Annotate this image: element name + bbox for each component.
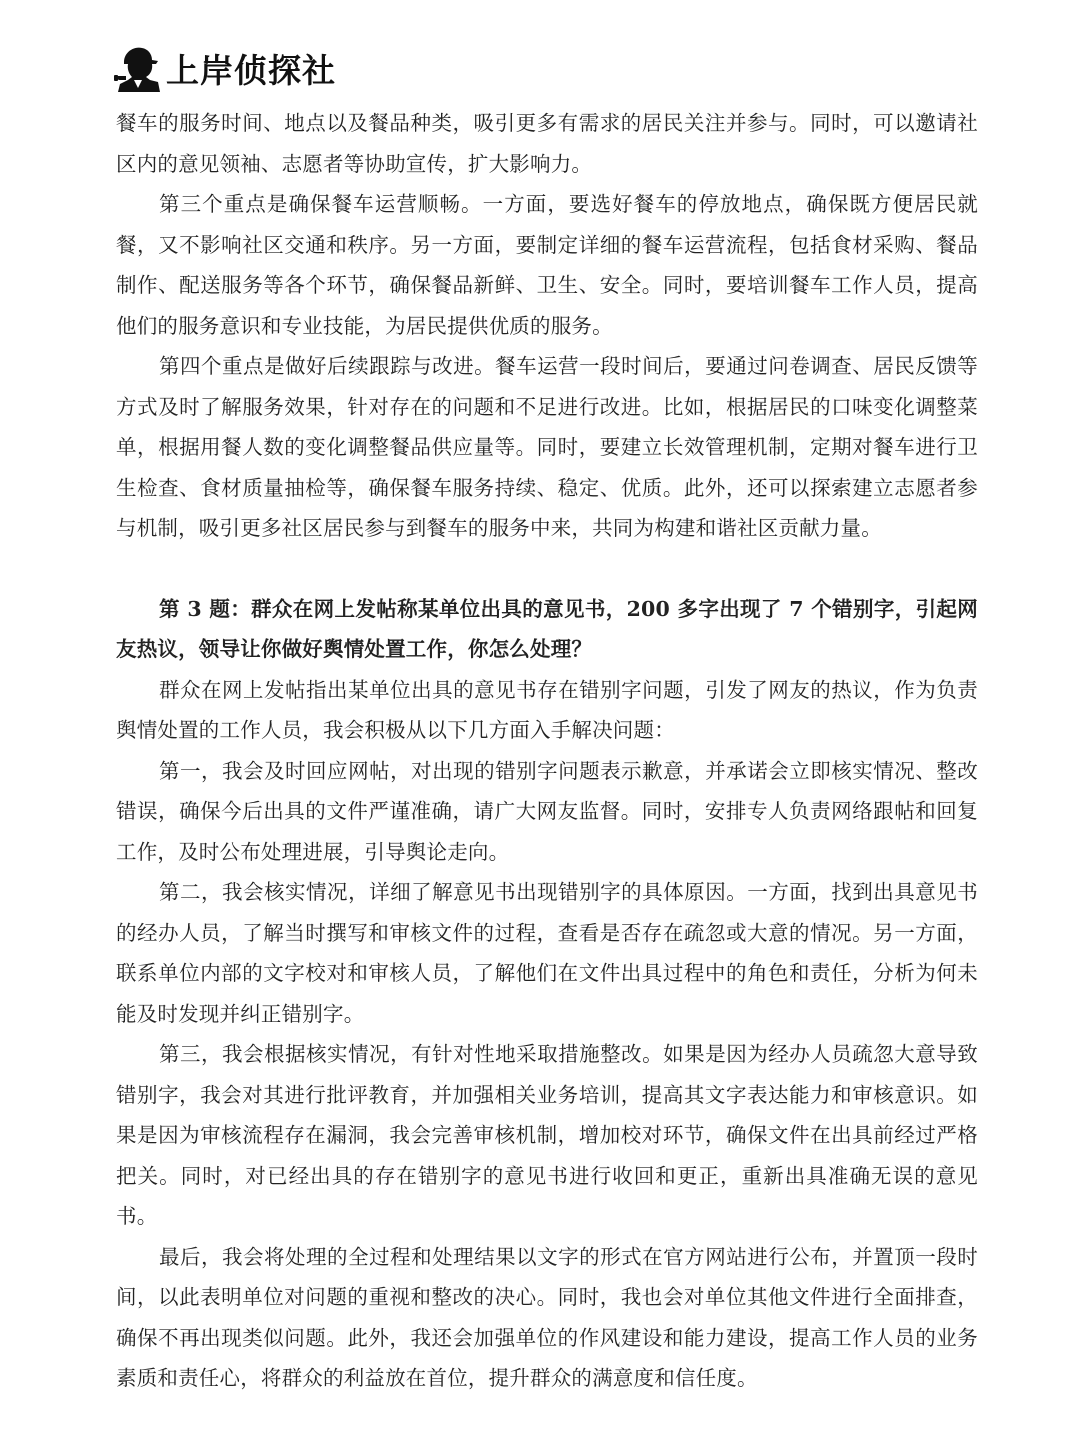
answer-paragraph: 最后，我会将处理的全过程和处理结果以文字的形式在官方网站进行公布，并置顶一段时间，以此表明单位对问题的重视和整改的决心。同时，我也会对单位其他文件进行全面排查，确保不再出现类似问题。此外，我还会加强单位的作风建设和能力建设，提高工作人员的业务素质和责任心，将群众的利益放在首位，提升群众的满意度和信任度。 — [116, 1244, 978, 1390]
question-heading: 第 3 题：群众在网上发帖称某单位出具的意见书，200 多字出现了 7 个错别字，引起网友热议，领导让你做好舆情处置工作，你怎么处理？ — [116, 596, 978, 661]
paragraph: 第四个重点是做好后续跟踪与改进。餐车运营一段时间后，要通过问卷调查、居民反馈等方式及时了解服务效果，针对存在的问题和不足进行改进。比如，根据居民的口味变化调整菜单，根据用餐人数的变化调整餐品供应量等。同时，要建立长效管理机制，定期对餐车进行卫生检查、食材质量抽检等，确保餐车服务持续、稳定、优质。此外，还可以探索建立志愿者参与机制，吸引更多社区居民参与到餐车的服务中来，共同为构建和谐社区贡献力量。 — [116, 354, 978, 540]
paragraph: 第三个重点是确保餐车运营顺畅。一方面，要选好餐车的停放地点，确保既方便居民就餐，又不影响社区交通和秩序。另一方面，要制定详细的餐车运营流程，包括食材采购、餐品制作、配送服务等各个环节，确保餐品新鲜、卫生、安全。同时，要培训餐车工作人员，提高他们的服务意识和专业技能，为居民提供优质的服务。 — [116, 192, 978, 338]
header — [112, 40, 336, 96]
answer-paragraph: 第二，我会核实情况，详细了解意见书出现错别字的具体原因。一方面，找到出具意见书的经办人员，了解当时撰写和审核文件的过程，查看是否存在疏忽或大意的情况。另一方面，联系单位内部的文字校对和审核人员，了解他们在文件出具过程中的角色和责任，分析为何未能及时发现并纠正错别字。 — [116, 880, 978, 1026]
detective-silhouette-icon — [112, 42, 164, 94]
answer-paragraph: 群众在网上发帖指出某单位出具的意见书存在错别字问题，引发了网友的热议，作为负责舆情处置的工作人员，我会积极从以下几方面入手解决问题： — [116, 677, 978, 742]
answer-paragraph: 第一，我会及时回应网帖，对出现的错别字问题表示歉意，并承诺会立即核实情况、整改错误，确保今后出具的文件严谨准确，请广大网友监督。同时，安排专人负责网络跟帖和回复工作，及时公布处理进展，引导舆论走向。 — [116, 758, 978, 864]
answer-paragraph: 第三，我会根据核实情况，有针对性地采取措施整改。如果是因为经办人员疏忽大意导致错别字，我会对其进行批评教育，并加强相关业务培训，提高其文字表达能力和审核意识。如果是因为审核流程存在漏洞，我会完善审核机制，增加校对环节，确保文件在出具前经过严格把关。同时，对已经出具的存在错别字的意见书进行收回和更正，重新出具准确无误的意见书。 — [116, 1042, 978, 1228]
brand-name: 上岸侦探社 — [166, 50, 336, 90]
article-body — [116, 103, 978, 1399]
paragraph: 餐车的服务时间、地点以及餐品种类，吸引更多有需求的居民关注并参与。同时，可以邀请社区内的意见领袖、志愿者等协助宣传，扩大影响力。 — [116, 111, 978, 176]
